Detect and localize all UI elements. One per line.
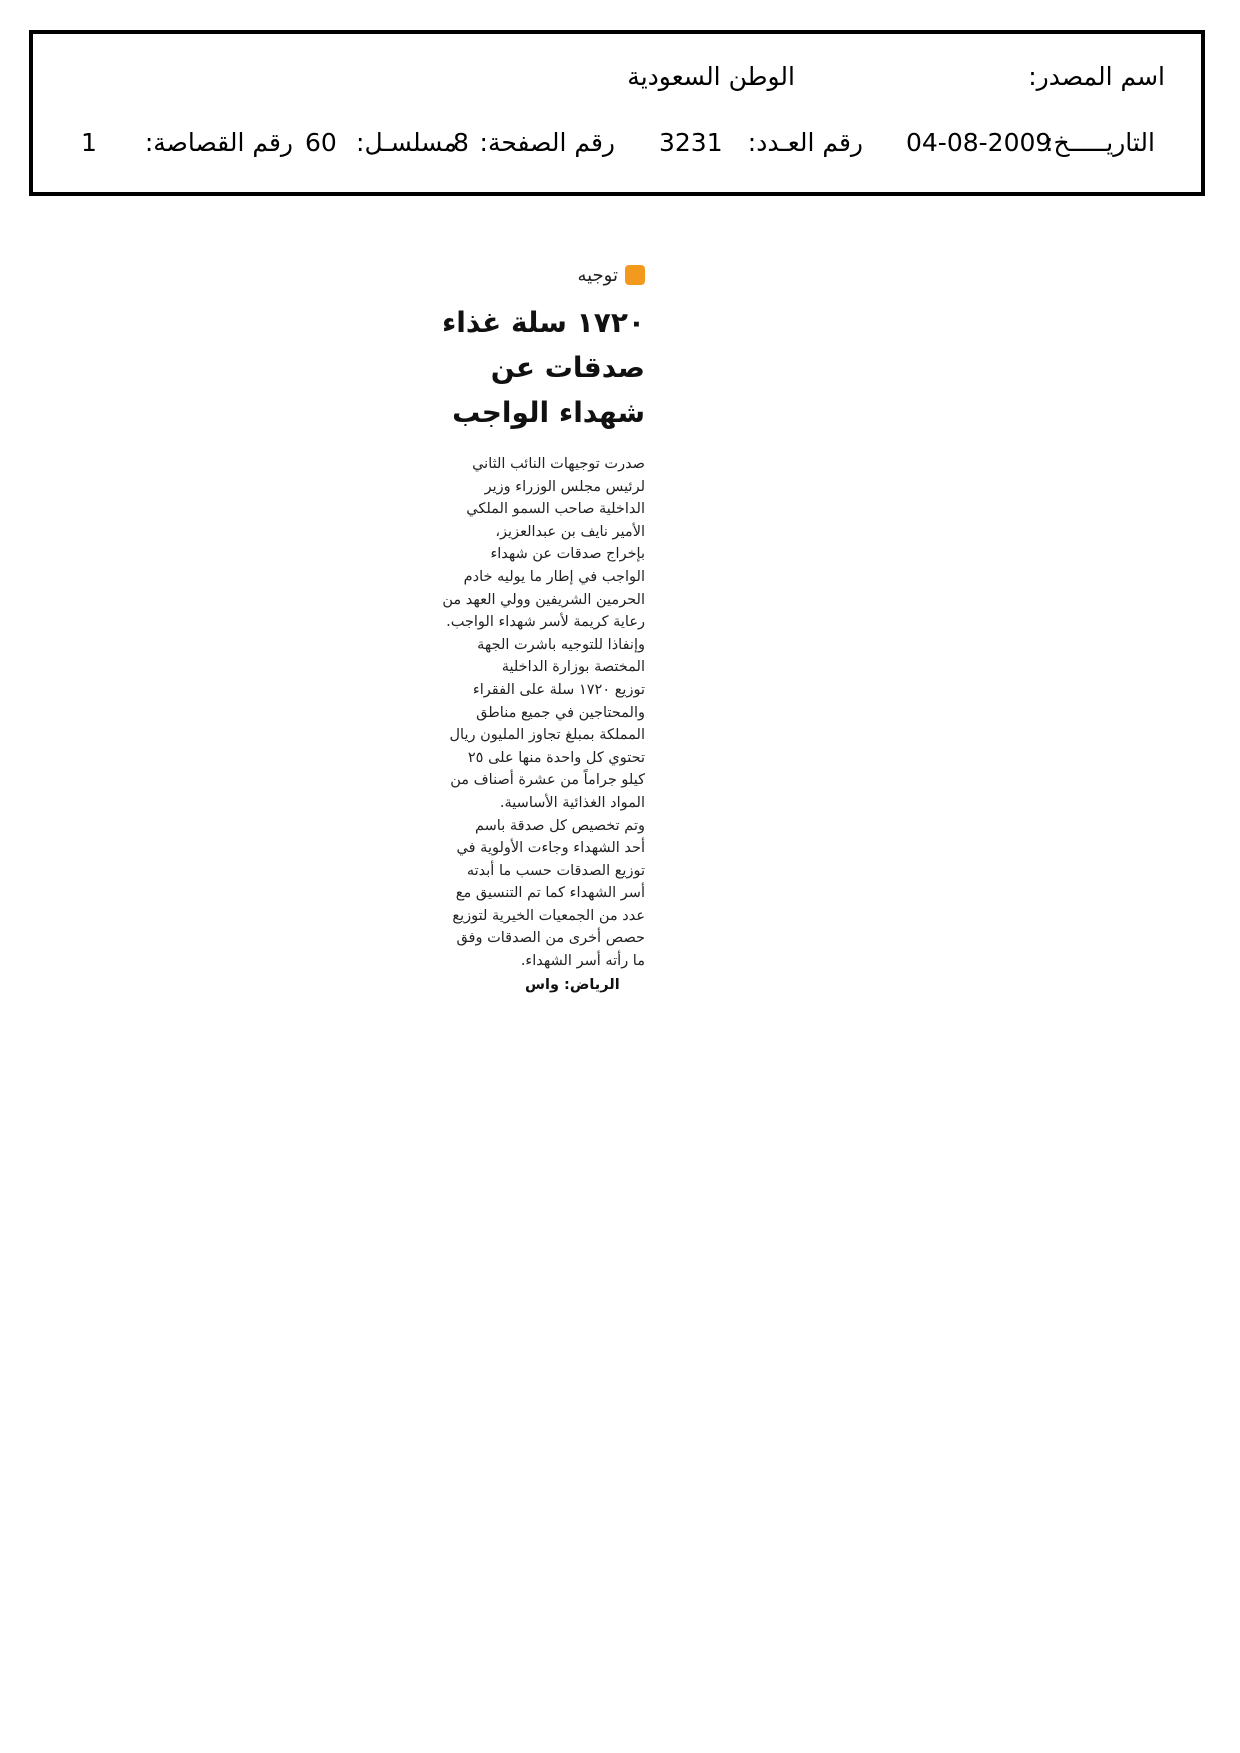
- body-line: الحرمين الشريفين وولي العهد من: [442, 591, 645, 608]
- body-line: الداخلية صاحب السمو الملكي: [466, 501, 645, 518]
- clipping-label: رقم القصاصة:: [144, 128, 293, 157]
- headline-line: ١٧٢٠ سلة غذاء: [441, 306, 645, 339]
- issue-label: رقم العـدد:: [747, 128, 863, 157]
- issue-value: 3231: [659, 128, 723, 157]
- article-category: [400, 262, 645, 288]
- body-line: توزيع ١٧٢٠ سلة على الفقراء: [472, 681, 645, 698]
- page-label: رقم الصفحة:: [479, 128, 615, 157]
- body-line: رعاية كريمة لأسر شهداء الواجب.: [446, 614, 645, 631]
- body-line: عدد من الجمعيات الخيرية لتوزيع: [452, 907, 645, 924]
- body-line: بإخراج صدقات عن شهداء: [490, 546, 645, 563]
- page-value: 8: [453, 128, 469, 157]
- body-line: وتم تخصيص كل صدقة باسم: [475, 817, 645, 834]
- body-line: المواد الغذائية الأساسية.: [499, 794, 645, 811]
- body-line: المملكة بمبلغ تجاوز المليون ريال: [449, 727, 645, 744]
- serial-label: مسلسـل:: [356, 128, 457, 157]
- body-line: ما رأته أسر الشهداء.: [520, 953, 645, 970]
- headline-line: صدقات عن: [490, 351, 645, 384]
- serial-value: 60: [305, 128, 337, 157]
- headline-line: شهداء الواجب: [452, 396, 645, 429]
- clipping-header-box: [29, 30, 1205, 196]
- category-label: توجيه: [577, 264, 618, 286]
- source-label: اسم المصدر:: [1028, 62, 1165, 91]
- body-line: كيلو جراماً من عشرة أصناف من: [450, 772, 645, 789]
- body-line: توزيع الصدقات حسب ما أبدته: [466, 862, 645, 879]
- body-line: والمحتاجين في جميع مناطق: [476, 704, 645, 721]
- news-article: [400, 262, 645, 997]
- body-line: أحد الشهداء وجاءت الأولوية في: [456, 840, 645, 857]
- body-line: لرئيس مجلس الوزراء وزير: [484, 478, 645, 495]
- body-line: الواجب في إطار ما يوليه خادم: [463, 568, 645, 585]
- body-line: وإنفاذا للتوجيه باشرت الجهة: [477, 636, 645, 653]
- article-headline: [400, 300, 645, 435]
- category-square-icon: [625, 265, 645, 285]
- byline-row: [400, 973, 645, 997]
- article-byline: الرياض: واس: [525, 976, 620, 993]
- body-line: تحتوي كل واحدة منها على ٢٥: [467, 749, 645, 766]
- date-label: التاريـــــخ:: [1045, 128, 1155, 157]
- body-line: الأمير نايف بن عبدالعزيز،: [495, 523, 645, 540]
- body-line: أسر الشهداء كما تم التنسيق مع: [455, 885, 645, 902]
- date-value: 04-08-2009: [906, 128, 1052, 157]
- body-line: صدرت توجيهات النائب الثاني: [472, 456, 645, 472]
- clipping-value: 1: [81, 128, 97, 157]
- body-line: المختصة بوزارة الداخلية: [501, 659, 645, 676]
- source-value: الوطن السعودية: [627, 62, 795, 91]
- body-line: حصص أخرى من الصدقات وفق: [456, 930, 645, 947]
- article-body: [400, 453, 645, 973]
